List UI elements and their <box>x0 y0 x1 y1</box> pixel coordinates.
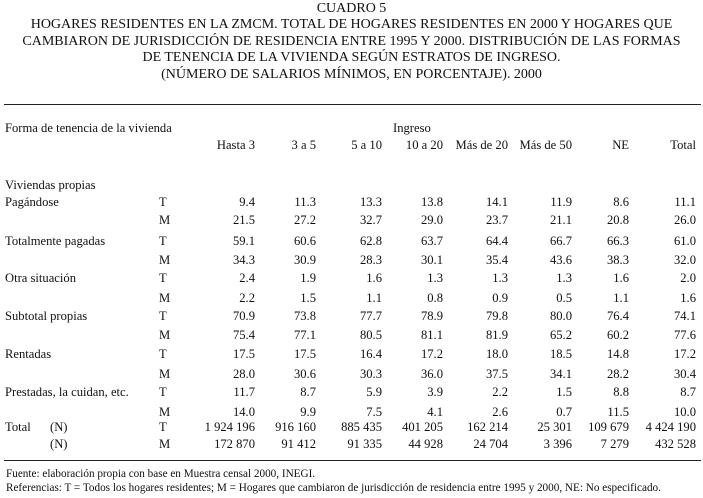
title-line: (NÚMERO DE SALARIOS MÍNIMOS, EN PORCENTAJE). 2000 <box>161 66 542 82</box>
table-cell: 36.0 <box>420 367 443 381</box>
table-cell: 66.3 <box>606 234 629 248</box>
table-cell: 14.8 <box>606 347 629 361</box>
table-cell: 44 928 <box>408 437 443 451</box>
table-cell: 60.6 <box>293 234 316 248</box>
table-cell: 30.3 <box>359 367 382 381</box>
column-header: Más de 20 <box>455 138 508 152</box>
table-cell: 8.7 <box>300 385 316 399</box>
table-cell: 17.5 <box>232 347 255 361</box>
table-cell: 34.3 <box>232 253 255 267</box>
row-label: Totalmente pagadas <box>5 234 106 248</box>
column-header: 3 a 5 <box>291 138 316 152</box>
row-label: Pagándose <box>5 195 59 209</box>
table-cell: 30.9 <box>293 253 316 267</box>
table-cell: 11.3 <box>294 195 316 209</box>
row-label: Total <box>5 420 31 434</box>
table-cell: 26.0 <box>673 213 696 227</box>
table-cell: 9.4 <box>239 195 255 209</box>
table-cell: 1.6 <box>680 291 696 305</box>
table-cell: 1.5 <box>300 291 316 305</box>
column-header: Total <box>670 138 696 152</box>
table-cell: 18.5 <box>549 347 572 361</box>
table-cell: 14.1 <box>485 195 508 209</box>
table-cell: 172 870 <box>214 437 255 451</box>
table-cell: 17.2 <box>420 347 443 361</box>
table-cell: 38.3 <box>606 253 629 267</box>
table-cell: 91 412 <box>281 437 316 451</box>
table-cell: 1.3 <box>427 271 443 285</box>
table-cell: 11.5 <box>607 405 629 419</box>
table-cell: 4 424 190 <box>645 420 696 434</box>
table-cell: 80.0 <box>549 309 572 323</box>
row-code: T <box>159 271 167 285</box>
table-cell: 28.2 <box>606 367 629 381</box>
table-cell: 91 335 <box>347 437 382 451</box>
table-cell: 77.6 <box>673 328 696 342</box>
table-cell: 18.0 <box>485 347 508 361</box>
column-header: 10 a 20 <box>405 138 443 152</box>
table-cell: 75.4 <box>232 328 255 342</box>
table-cell: 21.5 <box>232 213 255 227</box>
column-header: Hasta 3 <box>216 138 255 152</box>
table-cell: 61.0 <box>673 234 696 248</box>
row-code: T <box>159 234 167 248</box>
row-label: Otra situación <box>5 271 76 285</box>
table-cell: 0.9 <box>492 291 508 305</box>
table-cell: 81.9 <box>485 328 508 342</box>
table-cell: 3.9 <box>427 385 443 399</box>
row-label: Prestadas, la cuidan, etc. <box>5 385 129 399</box>
table-cell: 1.3 <box>492 271 508 285</box>
table-cell: 81.1 <box>420 328 443 342</box>
table-cell: 62.8 <box>359 234 382 248</box>
table-cell: 2.0 <box>680 271 696 285</box>
column-header: NE <box>612 138 629 152</box>
table-cell: 401 205 <box>402 420 443 434</box>
table-cell: 74.1 <box>673 309 696 323</box>
table-cell: 11.1 <box>674 195 696 209</box>
table-cell: 1.1 <box>613 291 629 305</box>
table-cell: 65.2 <box>549 328 572 342</box>
table-cell: 73.8 <box>293 309 316 323</box>
table-cell: 64.4 <box>485 234 508 248</box>
table-cell: 60.2 <box>606 328 629 342</box>
table-cell: 80.5 <box>359 328 382 342</box>
table-cell: 2.2 <box>239 291 255 305</box>
table-cell: 77.1 <box>293 328 316 342</box>
table-cell: 70.9 <box>232 309 255 323</box>
row-code: M <box>159 291 171 305</box>
table-cell: 29.0 <box>420 213 443 227</box>
table-cell: 2.4 <box>239 271 255 285</box>
table-cell: 43.6 <box>549 253 572 267</box>
table-cell: 34.1 <box>549 367 572 381</box>
table-cell: 17.5 <box>293 347 316 361</box>
table-cell: 0.5 <box>556 291 572 305</box>
row-code: M <box>159 437 171 451</box>
row-label: Subtotal propias <box>5 309 88 323</box>
row-code: M <box>159 213 171 227</box>
table-cell: 21.1 <box>549 213 572 227</box>
table-cell: 79.8 <box>485 309 508 323</box>
table-cell: 162 214 <box>467 420 508 434</box>
table-cell: 8.7 <box>680 385 696 399</box>
title-line: CAMBIARON DE JURISDICCIÓN DE RESIDENCIA ENTRE 1995 Y 2000. DISTRIBUCIÓN DE LAS FORMAS <box>22 33 681 49</box>
table-cell: 14.0 <box>232 405 255 419</box>
table-cell: 63.7 <box>420 234 443 248</box>
row-label: Rentadas <box>5 347 52 361</box>
table-cell: 2.6 <box>492 405 508 419</box>
table-cell: 916 160 <box>275 420 316 434</box>
title-line: HOGARES RESIDENTES EN LA ZMCM. TOTAL DE HOGARES RESIDENTES EN 2000 Y HOGARES QUE <box>30 17 673 33</box>
row-code: M <box>159 367 171 381</box>
table-cell: 4.1 <box>427 405 443 419</box>
table-cell: 76.4 <box>606 309 629 323</box>
table-cell: 25 301 <box>537 420 572 434</box>
table-cell: 78.9 <box>420 309 443 323</box>
row-code: T <box>159 347 167 361</box>
table-cell: 11.9 <box>550 195 572 209</box>
title-line: CUADRO 5 <box>316 1 387 16</box>
row-code: T <box>159 385 167 399</box>
table-cell: 0.8 <box>427 291 443 305</box>
table-cell: 8.6 <box>613 195 629 209</box>
column-header: Más de 50 <box>519 138 572 152</box>
table-cell: 1 924 196 <box>204 420 255 434</box>
table-cell: 28.3 <box>359 253 382 267</box>
table-cell: 66.7 <box>549 234 572 248</box>
title-line: DE TENENCIA DE LA VIVIENDA SEGÚN ESTRATOS DE INGRESO. <box>142 50 561 66</box>
table-cell: 32.7 <box>359 213 382 227</box>
row-sublabel: (N) <box>50 420 68 434</box>
table-cell: 2.2 <box>492 385 508 399</box>
table-cell: 59.1 <box>232 234 255 248</box>
table-cell: 1.6 <box>613 271 629 285</box>
table-cell: 37.5 <box>485 367 508 381</box>
table-cell: 17.2 <box>673 347 696 361</box>
table-cell: 20.8 <box>606 213 629 227</box>
table-title <box>0 1 703 83</box>
table-cell: 30.4 <box>673 367 696 381</box>
table-cell: 30.6 <box>293 367 316 381</box>
table-cell: 1.9 <box>300 271 316 285</box>
row-code: M <box>159 328 171 342</box>
table-cell: 23.7 <box>485 213 508 227</box>
group-header: Ingreso <box>393 121 431 135</box>
table-cell: 35.4 <box>485 253 508 267</box>
table-cell: 16.4 <box>359 347 382 361</box>
table-cell: 32.0 <box>673 253 696 267</box>
row-code: T <box>159 420 167 434</box>
table-cell: 77.7 <box>359 309 382 323</box>
table-cell: 10.0 <box>673 405 696 419</box>
references-note: Referencias: T = Todos los hogares residentes; M = Hogares que cambiaron de jurisdicción de residencia entre 1995 y 2000, NE: No especificado. <box>6 482 661 494</box>
table-cell: 13.8 <box>420 195 443 209</box>
top-rule <box>4 104 701 105</box>
table-cell: 24 704 <box>473 437 508 451</box>
table-cell: 1.5 <box>556 385 572 399</box>
table-cell: 1.1 <box>366 291 382 305</box>
row-code: M <box>159 405 171 419</box>
row-code: M <box>159 253 171 267</box>
table-cell: 7.5 <box>366 405 382 419</box>
table-cell: 27.2 <box>293 213 316 227</box>
table-cell: 1.6 <box>366 271 382 285</box>
table-cell: 109 679 <box>588 420 629 434</box>
table-cell: 7 279 <box>600 437 629 451</box>
table-cell: 0.7 <box>556 405 572 419</box>
table-cell: 5.9 <box>366 385 382 399</box>
table-cell: 28.0 <box>232 367 255 381</box>
row-code: T <box>159 309 167 323</box>
source-note: Fuente: elaboración propia con base en Muestra censal 2000, INEGI. <box>6 468 316 480</box>
row-code: T <box>159 195 167 209</box>
table-cell: 13.3 <box>359 195 382 209</box>
table-cell: 3 396 <box>543 437 572 451</box>
table-cell: 11.7 <box>233 385 255 399</box>
bottom-rule <box>4 460 701 461</box>
table-cell: 8.8 <box>613 385 629 399</box>
section-label: Viviendas propias <box>5 178 96 192</box>
table-cell: 9.9 <box>300 405 316 419</box>
stub-header: Forma de tenencia de la vivienda <box>5 121 172 135</box>
row-sublabel: (N) <box>50 437 68 451</box>
table-cell: 432 528 <box>655 437 696 451</box>
table-cell: 1.3 <box>556 271 572 285</box>
table-cell: 885 435 <box>341 420 382 434</box>
column-header: 5 a 10 <box>351 138 382 152</box>
table-cell: 30.1 <box>420 253 443 267</box>
